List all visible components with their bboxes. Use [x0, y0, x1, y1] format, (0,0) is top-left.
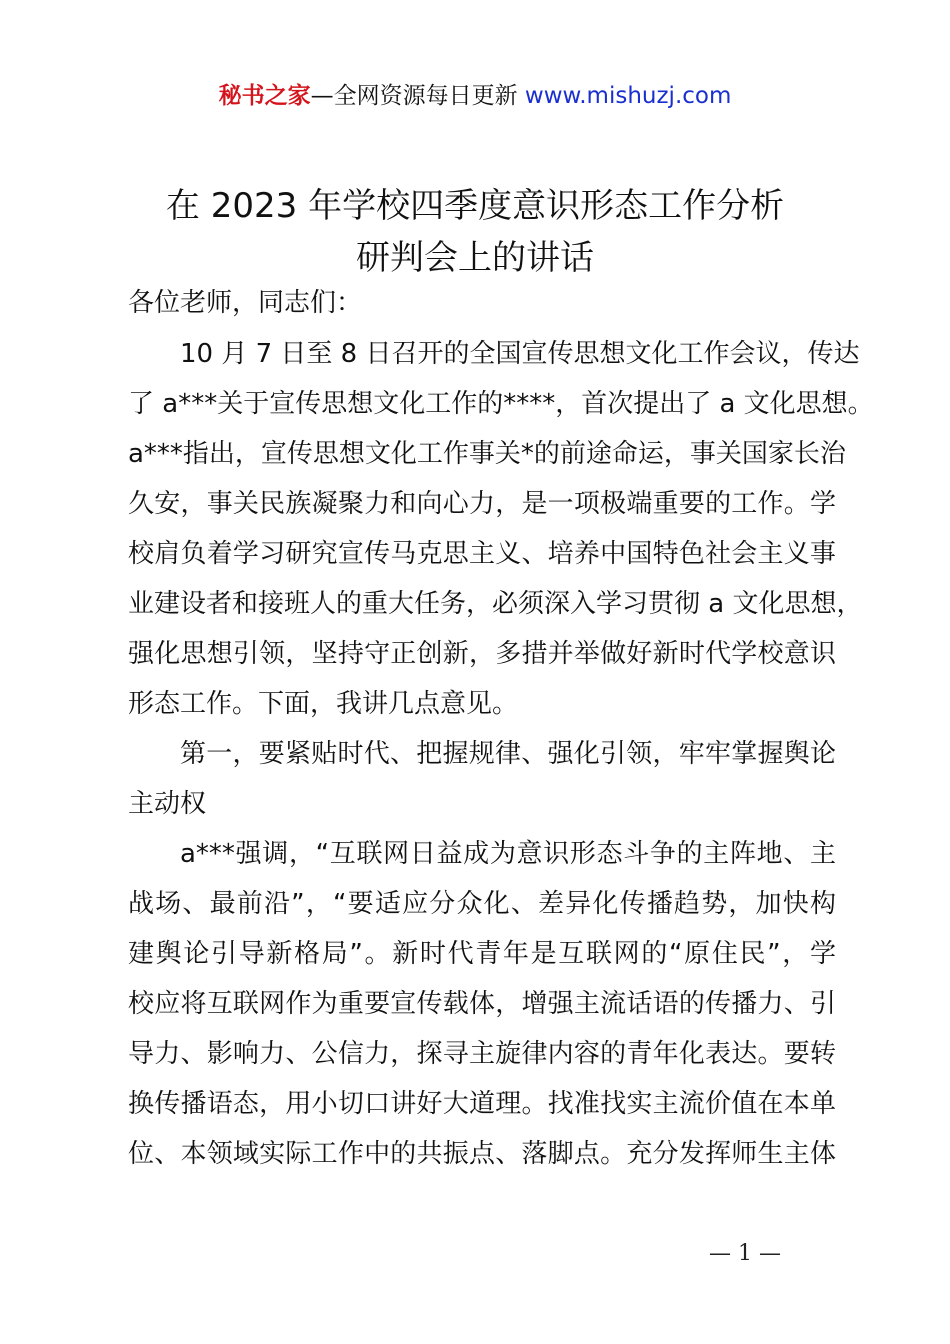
- site-url-link[interactable]: www.mishuzj.com: [524, 83, 732, 109]
- paragraph-line: 校应将互联网作为重要宣传载体，增强主流话语的传播力、引: [128, 989, 836, 1019]
- document-title-line-1: 在 2023 年学校四季度意识形态工作分析: [165, 186, 785, 226]
- document-title-line-2: 研判会上的讲话: [356, 238, 594, 278]
- paragraph-line: 校肩负着学习研究宣传马克思主义、培养中国特色社会主义事: [128, 539, 836, 569]
- paragraph-line: 了 a***关于宣传思想文化工作的****，首次提出了 a 文化思想。: [128, 389, 874, 419]
- paragraph-line: 战场、最前沿”，“要适应分众化、差异化传播趋势，加快构: [128, 889, 836, 919]
- salutation: 各位老师，同志们：: [128, 288, 363, 318]
- paragraph-line: 形态工作。下面，我讲几点意见。: [128, 689, 519, 719]
- section-heading-line: 第一，要紧贴时代、把握规律、强化引领，牢牢掌握舆论: [180, 739, 836, 769]
- paragraph-line: 久安，事关民族凝聚力和向心力，是一项极端重要的工作。学: [128, 489, 836, 519]
- paragraph-line: a***强调，“互联网日益成为意识形态斗争的主阵地、主: [180, 839, 836, 869]
- paragraph-line: a***指出，宣传思想文化工作事关*的前途命运，事关国家长治: [128, 439, 846, 469]
- site-brand: 秘书之家: [218, 83, 311, 109]
- paragraph-line: 业建设者和接班人的重大任务，必须深入学习贯彻 a 文化思想，: [128, 589, 863, 619]
- site-header: [0, 80, 950, 112]
- paragraph-line: 建舆论引导新格局”。新时代青年是互联网的“原住民”，学: [128, 939, 836, 969]
- paragraph-line: 换传播语态，用小切口讲好大道理。找准找实主流价值在本单: [128, 1089, 836, 1119]
- paragraph-line: 位、本领域实际工作中的共振点、落脚点。充分发挥师生主体: [128, 1139, 836, 1169]
- paragraph-line: 导力、影响力、公信力，探寻主旋律内容的青年化表达。要转: [128, 1039, 836, 1069]
- paragraph-line: 强化思想引领，坚持守正创新，多措并举做好新时代学校意识: [128, 639, 836, 669]
- page-number: — 1 —: [709, 1241, 781, 1266]
- site-tagline: —全网资源每日更新: [310, 83, 518, 109]
- section-heading-line: 主动权: [128, 789, 207, 819]
- paragraph-line: 10 月 7 日至 8 日召开的全国宣传思想文化工作会议，传达: [180, 339, 860, 369]
